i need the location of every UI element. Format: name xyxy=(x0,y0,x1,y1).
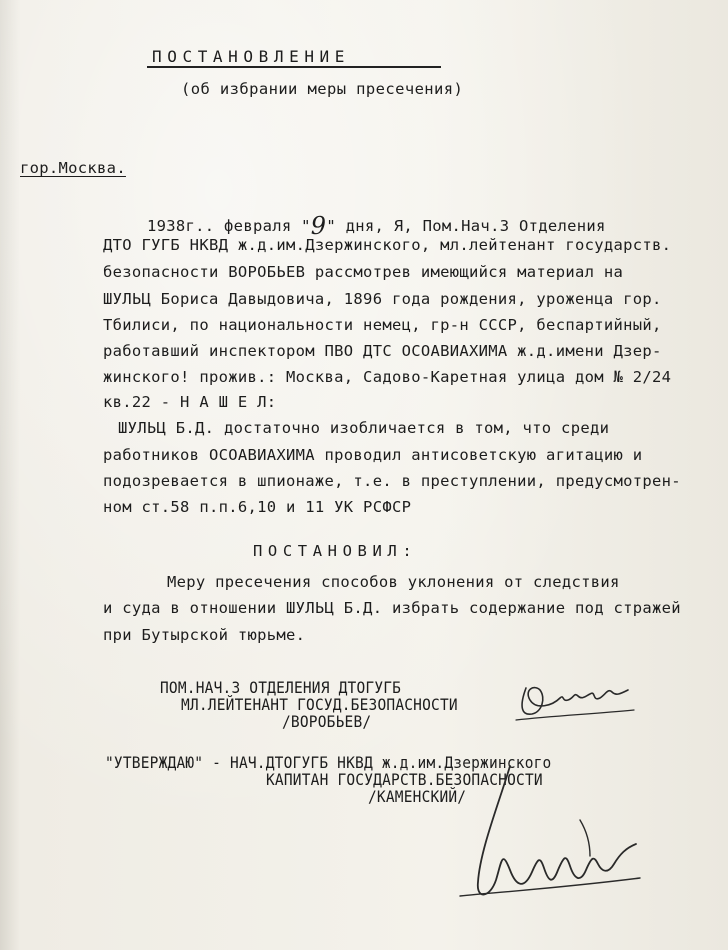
decreed-line-2: и суда в отношении ШУЛЬЦ Б.Д. избрать содержание под стражей xyxy=(103,599,681,617)
handwritten-signature-vorobyev xyxy=(512,670,642,730)
city-line: гор.Москва. xyxy=(20,159,126,177)
signatory-1-rank: МЛ.ЛЕЙТЕНАНТ ГОСУД.БЕЗОПАСНОСТИ xyxy=(181,697,458,715)
signatory-1-name: /ВОРОБЬЕВ/ xyxy=(282,714,372,732)
date-prefix: 1938г.. февраля " xyxy=(147,217,311,235)
handwritten-day: 9 xyxy=(310,212,327,240)
preamble-line-3: безопасности ВОРОБЬЕВ рассмотрев имеющийся материал на xyxy=(103,263,624,281)
handwritten-signature-kamensky xyxy=(440,760,660,920)
signatory-2-rank: КАПИТАН ГОСУДАРСТВ.БЕЗОПАСНОСТИ xyxy=(266,772,543,790)
decreed-line-3: при Бутырской тюрьме. xyxy=(103,626,306,644)
date-suffix: " дня, Я, Пом.Нач.3 Отделения xyxy=(326,217,606,235)
document-title: ПОСТАНОВЛЕНИЕ xyxy=(152,47,351,66)
document-subtitle: (об избрании меры пресечения) xyxy=(181,80,464,98)
found-line-1: ШУЛЬЦ Б.Д. достаточно изобличается в том, что среди xyxy=(118,419,610,437)
signatory-2-name: /КАМЕНСКИЙ/ xyxy=(368,789,467,807)
decreed-line-1: Меру пресечения способов уклонения от следствия xyxy=(167,573,620,591)
preamble-line-4: ШУЛЬЦ Бориса Давыдовича, 1896 года рождения, уроженца гор. xyxy=(103,290,662,308)
preamble-line-1 xyxy=(147,209,606,240)
preamble-line-5: Тбилиси, по национальности немец, гр-н СССР, беспартийный, xyxy=(103,316,662,334)
found-line-3: подозревается в шпионаже, т.е. в преступлении, предусмотрен- xyxy=(103,472,681,490)
approval-line: "УТВЕРЖДАЮ" - НАЧ.ДТОГУГБ НКВД ж.д.им.Дзержинского xyxy=(105,755,552,773)
signatory-1-position: ПОМ.НАЧ.3 ОТДЕЛЕНИЯ ДТОГУГБ xyxy=(160,680,402,698)
preamble-line-2: ДТО ГУГБ НКВД ж.д.им.Дзержинского, мл.лейтенант государств. xyxy=(103,236,672,254)
preamble-line-7: жинского! прожив.: Москва, Садово-Каретная улица дом № 2/24 xyxy=(103,368,672,386)
title-underline xyxy=(147,66,441,68)
preamble-line-8: кв.22 - Н А Ш Е Л: xyxy=(103,393,277,411)
decreed-heading: ПОСТАНОВИЛ: xyxy=(253,542,418,560)
found-line-2: работников ОСОАВИАХИМА проводил антисоветскую агитацию и xyxy=(103,446,643,464)
preamble-line-6: работавший инспектором ПВО ДТС ОСОАВИАХИМА ж.д.имени Дзер- xyxy=(103,342,662,360)
found-line-4: ном ст.58 п.п.6,10 и 11 УК РСФСР xyxy=(103,498,412,516)
